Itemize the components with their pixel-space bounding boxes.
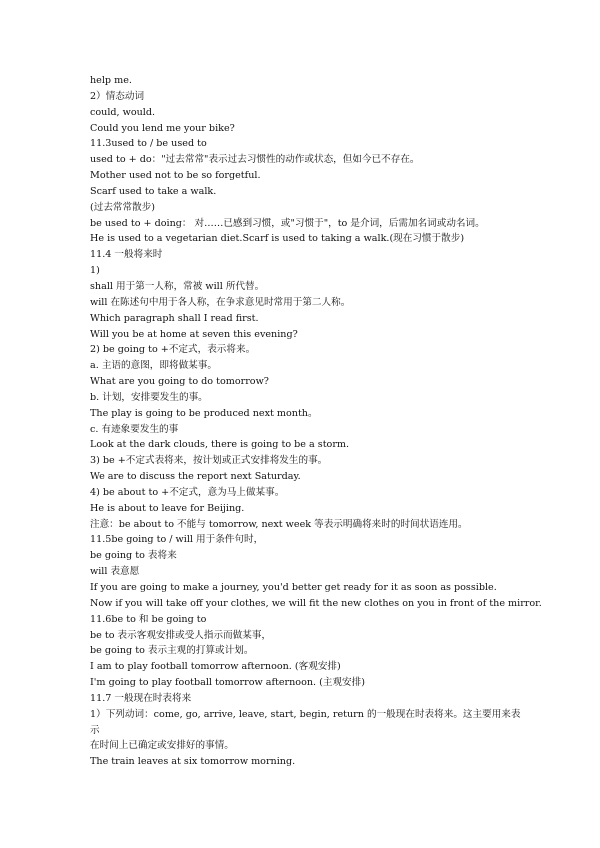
section-heading: 11.5be going to / will 用于条件句时， bbox=[90, 534, 264, 546]
text-line: used to + do："过去常常"表示过去习惯性的动作或状态，但如今已不存在。 bbox=[90, 154, 420, 166]
example-sentence: He is used to a vegetarian diet.Scarf is used to taking a walk.(现在习惯于散步) bbox=[90, 233, 465, 245]
text-line: will 在陈述句中用于各人称，在争求意见时常用于第二人称。 bbox=[90, 296, 351, 308]
example-sentence: Will you be at home at seven this evening? bbox=[90, 328, 298, 340]
example-sentence: Look at the dark clouds, there is going to be a storm. bbox=[90, 439, 350, 451]
example-sentence: Now if you will take off your clothes, we will fit the new clothes on you in front of the mirror. bbox=[90, 597, 542, 609]
text-line: will 表意愿 bbox=[90, 566, 140, 578]
example-sentence: He is about to leave for Beijing. bbox=[90, 502, 245, 514]
example-sentence: Scarf used to take a walk. bbox=[90, 185, 217, 197]
text-line: 示 bbox=[90, 724, 100, 736]
text-line: a. 主语的意图，即将做某事。 bbox=[90, 360, 217, 372]
text-line: 2）情态动词 bbox=[90, 90, 145, 102]
example-sentence: What are you going to do tomorrow? bbox=[90, 376, 269, 388]
text-line: help me. bbox=[90, 75, 132, 86]
example-sentence: Mother used not to be so forgetful. bbox=[90, 170, 261, 182]
text-line: be used to + doing： 对……已感到习惯，或"习惯于"，to 是介词，后需加名词或动名词。 bbox=[90, 217, 485, 229]
example-sentence: The train leaves at six tomorrow morning. bbox=[90, 756, 296, 768]
text-line: 2) be going to +不定式，表示将来。 bbox=[90, 344, 256, 356]
text-line: 4) be about to +不定式，意为马上做某事。 bbox=[90, 486, 285, 498]
section-heading: 11.7 一般现在时表将来 bbox=[90, 692, 192, 704]
text-line: be to 表示客观安排或受人指示而做某事， bbox=[90, 629, 272, 641]
section-heading: 11.6be to 和 be going to bbox=[90, 613, 207, 625]
text-line: b. 计划，安排要发生的事。 bbox=[90, 391, 208, 403]
text-line: 1）下列动词：come, go, arrive, leave, start, begin, return 的一般现在时表将来。这主要用来表 bbox=[90, 708, 521, 720]
note-line: 注意：be about to 不能与 tomorrow, next week 等表示明确将来时的时间状语连用。 bbox=[90, 518, 468, 530]
example-sentence: I am to play football tomorrow afternoon. (客观安排) bbox=[90, 661, 341, 673]
document-body bbox=[90, 73, 542, 770]
text-line: be going to 表示主观的打算或计划。 bbox=[90, 645, 254, 657]
example-sentence: We are to discuss the report next Saturday. bbox=[90, 471, 301, 483]
text-line: c. 有迹象要发生的事 bbox=[90, 423, 179, 435]
text-line: 3) be +不定式表将来，按计划或正式安排将发生的事。 bbox=[90, 455, 328, 467]
text-line: 在时间上已确定或安排好的事情。 bbox=[90, 740, 234, 752]
example-sentence: If you are going to make a journey, you'd better get ready for it as soon as possible. bbox=[90, 582, 497, 593]
text-line: (过去常常散步) bbox=[90, 201, 156, 213]
text-line: 1) bbox=[90, 265, 100, 277]
section-heading: 11.4 一般将来时 bbox=[90, 249, 163, 261]
text-line: be going to 表将来 bbox=[90, 550, 177, 562]
text-line: could, would. bbox=[90, 106, 156, 118]
example-sentence: Which paragraph shall I read first. bbox=[90, 312, 259, 324]
example-sentence: The play is going to be produced next month。 bbox=[90, 407, 318, 419]
section-heading: 11.3used to / be used to bbox=[90, 138, 207, 150]
text-line: Could you lend me your bike? bbox=[90, 122, 235, 134]
text-line: shall 用于第一人称，常被 will 所代替。 bbox=[90, 280, 265, 292]
example-sentence: I'm going to play football tomorrow afternoon. (主观安排) bbox=[90, 677, 365, 689]
